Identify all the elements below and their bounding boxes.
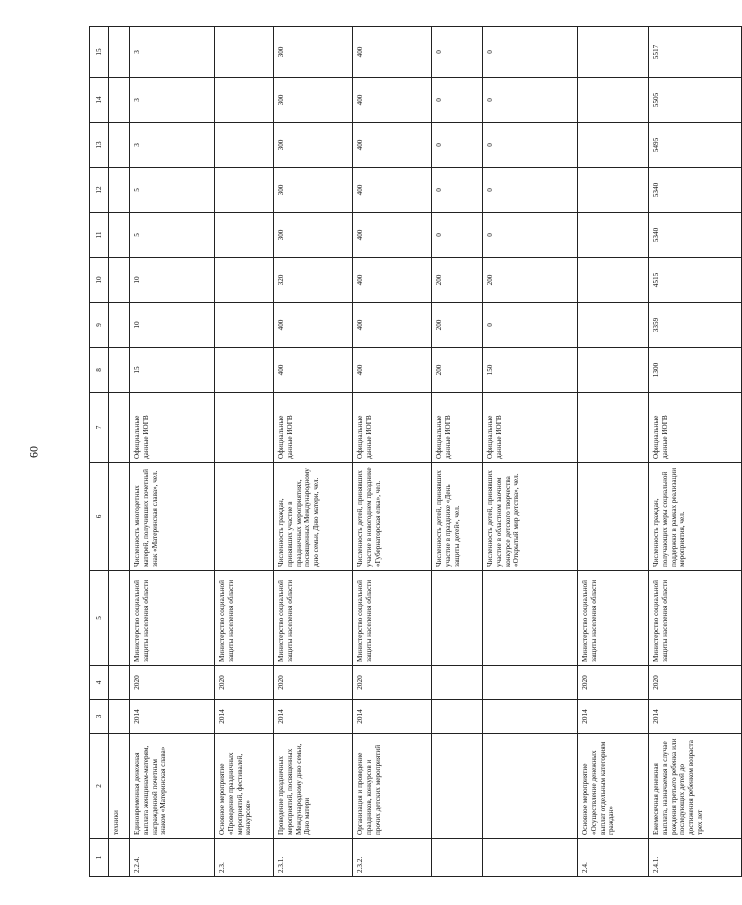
cell-col-4: 2020 <box>274 666 353 700</box>
cell-col-9: 400 <box>353 303 432 348</box>
cell-col-13: 5495 <box>649 123 742 168</box>
cell-col-5: Министерство социальной защиты населения области <box>215 571 274 666</box>
cell-col-3: 2014 <box>578 700 649 734</box>
cell-col-14: 400 <box>353 78 432 123</box>
table-row <box>578 27 649 877</box>
cell-col-14 <box>578 78 649 123</box>
cell-col-7: Официальные данные ИОГВ <box>649 393 742 463</box>
cell-col-1: 2.3.1. <box>274 839 353 877</box>
cell-col-6: Численность детей, принявших участие в областном заочном конкурсе детского творчества «Открытый мир детства», чел. <box>483 463 578 571</box>
continuation-text: техники <box>109 734 130 839</box>
table-row <box>432 27 483 877</box>
cell-col-4: 2020 <box>130 666 215 700</box>
cell-col-12: 400 <box>353 168 432 213</box>
cell-col-15: 0 <box>432 27 483 78</box>
cell-col-10: 4515 <box>649 258 742 303</box>
cell-col-7: Официальные данные ИОГВ <box>432 393 483 463</box>
col-header: 12 <box>90 168 109 213</box>
cell-col-5 <box>432 571 483 666</box>
cell-col-4 <box>432 666 483 700</box>
cell-col-11: 0 <box>432 213 483 258</box>
cell-col-5: Министерство социальной защиты населения области <box>649 571 742 666</box>
col-header: 6 <box>90 463 109 571</box>
col-header: 1 <box>90 839 109 877</box>
col-header: 15 <box>90 27 109 78</box>
cell-col-10 <box>578 258 649 303</box>
table-row <box>130 27 215 877</box>
col-header: 7 <box>90 393 109 463</box>
cell-col-8: 200 <box>432 348 483 393</box>
cell-col-14: 300 <box>274 78 353 123</box>
cell-col-6: Численность многодетных матерей, получивших почетный знак «Материнская слава», чел. <box>130 463 215 571</box>
cell-col-11: 5340 <box>649 213 742 258</box>
cell-col-7: Официальные данные ИОГВ <box>353 393 432 463</box>
cell-col-1: 2.3. <box>215 839 274 877</box>
cell-col-15: 5517 <box>649 27 742 78</box>
col-header: 8 <box>90 348 109 393</box>
cell-col-1 <box>432 839 483 877</box>
col-header: 10 <box>90 258 109 303</box>
cell-col-11: 300 <box>274 213 353 258</box>
cell-col-11 <box>578 213 649 258</box>
col-header: 14 <box>90 78 109 123</box>
table-row <box>483 27 578 877</box>
cell-col-11: 5 <box>130 213 215 258</box>
cell-col-6: Численность граждан, принявших участие в праздничных мероприятиях, посвященных Международному дню семьи, Дню матери, чел. <box>274 463 353 571</box>
cell-col-4: 2020 <box>353 666 432 700</box>
cell-col-8: 15 <box>130 348 215 393</box>
cell-col-7: Официальные данные ИОГВ <box>130 393 215 463</box>
cell-col-14: 0 <box>483 78 578 123</box>
cell-col-15 <box>578 27 649 78</box>
cell-col-3: 2014 <box>130 700 215 734</box>
cell-col-5: Министерство социальной защиты населения области <box>353 571 432 666</box>
header-row <box>90 27 109 877</box>
cell-col-5: Министерство социальной защиты населения области <box>578 571 649 666</box>
cell-col-10: 320 <box>274 258 353 303</box>
cell-col-8 <box>578 348 649 393</box>
cell-col-1 <box>483 839 578 877</box>
cell-col-11: 0 <box>483 213 578 258</box>
cell-col-1: 2.4.1. <box>649 839 742 877</box>
cell-col-9: 200 <box>432 303 483 348</box>
table-row <box>215 27 274 877</box>
cell-col-5 <box>483 571 578 666</box>
cell-col-15: 3 <box>130 27 215 78</box>
cell-col-6 <box>578 463 649 571</box>
cell-col-2: Проведение праздничных мероприятий, посвященных Международному дню семьи, Дню матери <box>274 734 353 839</box>
col-header: 11 <box>90 213 109 258</box>
cell-col-14: 0 <box>432 78 483 123</box>
cell-col-13: 400 <box>353 123 432 168</box>
cell-col-15: 0 <box>483 27 578 78</box>
page-number: 60 <box>26 446 41 458</box>
cell-col-3 <box>483 700 578 734</box>
cell-col-1: 2.3.2. <box>353 839 432 877</box>
col-header: 13 <box>90 123 109 168</box>
cell-col-13 <box>578 123 649 168</box>
cell-col-13: 0 <box>483 123 578 168</box>
cell-col-12: 0 <box>483 168 578 213</box>
cell-col-7: Официальные данные ИОГВ <box>274 393 353 463</box>
cell-col-5: Министерство социальной защиты населения области <box>274 571 353 666</box>
cell-col-12: 5 <box>130 168 215 213</box>
cell-col-13: 3 <box>130 123 215 168</box>
cell-col-4: 2020 <box>649 666 742 700</box>
continuation-row <box>109 27 130 877</box>
cell-col-7 <box>578 393 649 463</box>
col-header: 3 <box>90 700 109 734</box>
cell-col-2: Ежемесячная денежная выплата, назначаемая в случае рождения третьего ребенка или последующих детей до достижения ребенком возраста трех лет <box>649 734 742 839</box>
cell-col-13: 0 <box>432 123 483 168</box>
cell-col-9: 400 <box>274 303 353 348</box>
cell-col-2: Основное мероприятие «Проведение праздничных мероприятий, фестивалей, конкурсов» <box>215 734 274 839</box>
cell-col-10: 200 <box>432 258 483 303</box>
cell-col-2: Основное мероприятие «Осуществление денежных выплат отдельным категориям граждан» <box>578 734 649 839</box>
cell-col-2: Организация и проведение праздников, конкурсов и прочих детских мероприятий <box>353 734 432 839</box>
cell-col-9 <box>215 303 274 348</box>
cell-col-3 <box>432 700 483 734</box>
table-row <box>649 27 742 877</box>
cell-col-10: 10 <box>130 258 215 303</box>
col-header: 2 <box>90 734 109 839</box>
cell-col-10: 200 <box>483 258 578 303</box>
table-row <box>274 27 353 877</box>
cell-col-14: 5505 <box>649 78 742 123</box>
cell-col-11: 400 <box>353 213 432 258</box>
cell-col-6: Численность детей, принявших участие в празднике «День защиты детей», чел. <box>432 463 483 571</box>
cell-col-7: Официальные данные ИОГВ <box>483 393 578 463</box>
cell-col-8: 150 <box>483 348 578 393</box>
cell-col-8 <box>215 348 274 393</box>
cell-col-15: 300 <box>274 27 353 78</box>
cell-col-5: Министерство социальной защиты населения области <box>130 571 215 666</box>
col-header: 5 <box>90 571 109 666</box>
col-header: 9 <box>90 303 109 348</box>
program-table <box>89 26 742 877</box>
cell-col-8: 1300 <box>649 348 742 393</box>
cell-col-4: 2020 <box>215 666 274 700</box>
cell-col-8: 400 <box>274 348 353 393</box>
col-header: 4 <box>90 666 109 700</box>
cell-col-1: 2.2.4. <box>130 839 215 877</box>
cell-col-2: Единовременная денежная выплата женщинам-матерям, награжденной почетным знаком «Материнская слава» <box>130 734 215 839</box>
cell-col-11 <box>215 213 274 258</box>
cell-col-4 <box>483 666 578 700</box>
cell-col-1: 2.4. <box>578 839 649 877</box>
cell-col-3: 2014 <box>649 700 742 734</box>
cell-col-10 <box>215 258 274 303</box>
cell-col-12: 0 <box>432 168 483 213</box>
cell-col-13: 300 <box>274 123 353 168</box>
cell-col-12 <box>578 168 649 213</box>
cell-col-9 <box>578 303 649 348</box>
cell-col-10: 400 <box>353 258 432 303</box>
cell-col-9: 0 <box>483 303 578 348</box>
cell-col-3: 2014 <box>353 700 432 734</box>
cell-col-14 <box>215 78 274 123</box>
cell-col-6: Численность граждан, получающих меры социальной поддержки в рамках реализации мероприятия, чел. <box>649 463 742 571</box>
table-row <box>353 27 432 877</box>
cell-col-3: 2014 <box>215 700 274 734</box>
cell-col-2 <box>483 734 578 839</box>
cell-col-15 <box>215 27 274 78</box>
cell-col-7 <box>215 393 274 463</box>
cell-col-13 <box>215 123 274 168</box>
cell-col-2 <box>432 734 483 839</box>
cell-col-9: 10 <box>130 303 215 348</box>
cell-col-12 <box>215 168 274 213</box>
cell-col-6 <box>215 463 274 571</box>
rotated-document <box>89 27 704 877</box>
cell-col-9: 3359 <box>649 303 742 348</box>
cell-col-8: 400 <box>353 348 432 393</box>
cell-col-4: 2020 <box>578 666 649 700</box>
cell-col-6: Численность детей, принявших участие в новогоднем празднике «Губернаторская елка», чел. <box>353 463 432 571</box>
cell-col-12: 300 <box>274 168 353 213</box>
cell-col-15: 400 <box>353 27 432 78</box>
cell-col-14: 3 <box>130 78 215 123</box>
cell-col-3: 2014 <box>274 700 353 734</box>
cell-col-12: 5340 <box>649 168 742 213</box>
